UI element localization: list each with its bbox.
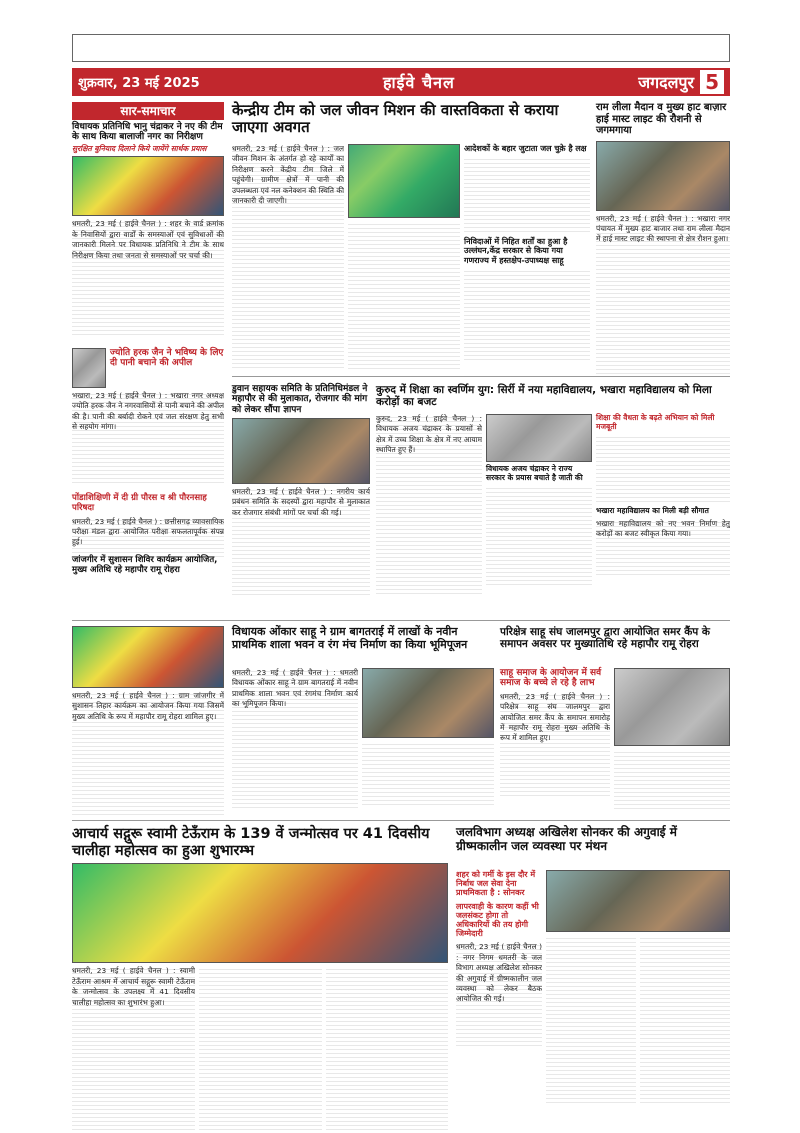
mid-body-5: भखारा महाविद्यालय को नए भवन निर्माण हेतु करोड़ों का बजट स्वीकृत किया गया। bbox=[596, 519, 730, 575]
sar-article-3 bbox=[72, 494, 224, 557]
mid-headline-1: डुवान सहायक समिति के प्रतिनिधिमंडल ने महापौर से की मुलाकात, रोजगार की मांग को लेकर सौंपा ज्ञापन bbox=[232, 384, 368, 415]
row3-body-4 bbox=[614, 749, 730, 811]
divider-3 bbox=[72, 820, 730, 821]
row3-body-1: धमतरी, 23 मई ( हाईवे चैनल ) : धमतरी विधायक ओंकार साहू ने ग्राम बागतराई में नवीन प्राथमिक शाला भवन एवं रंगमंच निर्माण कार्य का भूमिपूजन किया। bbox=[232, 668, 358, 808]
row3-article-2 bbox=[500, 626, 730, 650]
divider-1 bbox=[232, 376, 730, 377]
sar-photo-block bbox=[72, 626, 224, 815]
sar-portrait-2 bbox=[72, 348, 106, 388]
mid-article-1 bbox=[232, 384, 370, 597]
sar-photo-1 bbox=[72, 156, 224, 216]
sar-subhead-1: सुरक्षित बुनियाद दिलाने किये जायेंगे सार्थक प्रयास bbox=[72, 143, 207, 153]
row3-photo-2 bbox=[614, 668, 730, 746]
mid-subhead-3: भखारा महाविद्यालय का मिली बड़ी सौगात bbox=[596, 506, 709, 516]
right-body-1: धमतरी, 23 मई ( हाईवे चैनल ) : भखारा नगर पंचायत में मुख्य हाट बाजार तथा राम लीला मैदान में हाई मास्ट लाइट की स्थापना से क्षेत्र रौशन हुआ। bbox=[596, 214, 730, 376]
row3-headline-2: परिक्षेत्र साहू संघ जालमपुर द्वारा आयोजित समर कैंप के समापन अवसर पर मुख्यातिथि रहे महापौर रामू रोहरा bbox=[500, 626, 710, 651]
mid-body-1: धमतरी, 23 मई ( हाईवे चैनल ) : नगरीय कार्य प्रबंधन समिति के सदस्यों द्वारा महापौर से मुलाकात कर रोजगार संबंधी मांगों पर चर्चा की गई। bbox=[232, 487, 370, 597]
bottom-bullet-2: लापरवाही के कारण कहीं भी जलसंकट होगा तो अधिकारियों की तय होगी जिम्मेदारी bbox=[456, 901, 539, 939]
lead-col-2 bbox=[348, 144, 460, 371]
bottom-body-5 bbox=[546, 935, 636, 1105]
mid-photo-1 bbox=[232, 418, 370, 484]
divider-2 bbox=[72, 620, 730, 621]
mid-col-1 bbox=[376, 414, 482, 594]
section-tag-sar: सार-समाचार bbox=[72, 102, 224, 120]
row3-col-1 bbox=[232, 668, 358, 808]
bottom-body-1: धमतरी, 23 मई ( हाईवे चैनल ) : स्वामी टेऊँराम आश्रम में आचार्य सद्गुरू स्वामी टेऊँराम के जन्मोत्सव के उपलक्ष्य में 41 दिवसीय चालीहा महोत्सव का शुभारंभ हुआ। bbox=[72, 966, 195, 1133]
lead-headline: केन्द्रीय टीम को जल जीवन मिशन की वास्तविकता से कराया जाएगा अवगत bbox=[232, 101, 559, 137]
sar-body-4: धमतरी, 23 मई ( हाईवे चैनल ) : ग्राम जांजगीर में सुशासन तिहार कार्यक्रम का आयोजन किया गया जिसमें मुख्य अतिथि के रूप में महापौर रामू रोहरा शामिल हुए। bbox=[72, 691, 224, 815]
bottom-body-3 bbox=[326, 966, 448, 1133]
right-photo-1 bbox=[596, 141, 730, 211]
row3-headline-3: साहू समाज के आयोजन में सर्व समाज के बच्चे ले रहे है लाभ bbox=[500, 668, 602, 689]
lead-col-1 bbox=[232, 144, 344, 370]
sar-headline-3: पोंडाशिक्षिणी में दी ग्री पौरस व श्री पौरनसाह परिषदा bbox=[72, 493, 207, 513]
lead-col-3 bbox=[464, 144, 590, 360]
sar-photo-4 bbox=[72, 626, 224, 688]
bottom-headline-2: जलविभाग अध्यक्ष अखिलेश सोनकर की अगुवाई में ग्रीष्मकालीन जल व्यवस्था पर मंथन bbox=[456, 825, 677, 853]
row3-body-2 bbox=[362, 741, 494, 807]
sar-body-1: धमतरी, 23 मई ( हाईवे चैनल ) : शहर के वार्ड क्रमांक के निवासियों द्वारा वार्डों के समस्याओं एवं सुविधाओं की जानकारी मिलने पर विधायक प्रतिनिधि ने टीम के साथ निरीक्षण किया तथा जनता से समस्याओं पर चर्चा की। bbox=[72, 219, 224, 337]
lead-photo bbox=[348, 144, 460, 218]
mid-body-4 bbox=[596, 434, 730, 504]
bottom-body-2 bbox=[199, 966, 322, 1133]
mid-col-3 bbox=[596, 414, 730, 575]
row3-body-3: धमतरी, 23 मई ( हाईवे चैनल ) : परिक्षेत्र साहू संघ जालमपुर द्वारा आयोजित समर कैंप के समापन समारोह में महापौर रामू रोहरा मुख्य अतिथि के रूप में शामिल हुए। bbox=[500, 692, 610, 796]
masthead bbox=[72, 68, 730, 96]
page-number: 5 bbox=[700, 70, 724, 94]
mid-subhead-2: शिक्षा की वैधता के बढ़ते अभियान को मिली मजबूती bbox=[596, 413, 715, 431]
sar-headline-4: जांजगीर में सुशासन शिविर कार्यक्रम आयोजित, मुख्य अतिथि रहे महापौर रामू रोहरा bbox=[72, 555, 218, 575]
bottom-headline-1: आचार्य सद्गुरू स्वामी टेऊँराम के 139 वें जन्मोत्सव पर 41 दिवसीय चालीहा महोत्सव का हुआ शुभारम्भ bbox=[72, 826, 430, 859]
row3-photo-1 bbox=[362, 668, 494, 738]
sar-headline-2: ज्योति हरक जैन ने भविष्य के लिए दी पानी बचाने की अपील bbox=[110, 348, 224, 369]
mid-subhead-1: विधायक अजय चंद्राकर ने राज्य सरकार के प्रयास बचाते है जाती की bbox=[486, 464, 583, 482]
city-name: जगदलपुर bbox=[638, 73, 695, 92]
bottom-col-1 bbox=[456, 870, 542, 1046]
row3-col-4 bbox=[614, 668, 730, 811]
bottom-col-2 bbox=[546, 870, 730, 1105]
issue-date: शुक्रवार, 23 मई 2025 bbox=[78, 76, 200, 91]
mid-body-3 bbox=[486, 485, 592, 585]
bottom-article-1 bbox=[72, 826, 448, 1133]
sar-article-4 bbox=[72, 556, 224, 576]
right-headline-1: राम लीला मैदान व मुख्य हाट बाज़ार हाई मास्ट लाइट की रौशनी से जगमगाया bbox=[596, 102, 727, 136]
sar-headline-1: विधायक प्रतिनिधि भानु चंद्राकर ने नए की टीम के साथ किया बालाजी नगर का निरीक्षण bbox=[72, 122, 223, 143]
lead-body-3 bbox=[464, 156, 590, 234]
row3-headline-1: विधायक ओंकार साहू ने ग्राम बागतराई में लाखों के नवीन प्राथमिक शाला भवन व रंग मंच निर्माण का किया भूमिपूजन bbox=[232, 625, 468, 651]
lead-subhead-1: आदेशकों के बहार जुटाता जल चुक़े है लक्ष bbox=[464, 144, 587, 153]
top-ad-box bbox=[72, 34, 730, 62]
row3-col-3 bbox=[500, 668, 610, 796]
sar-article-1 bbox=[72, 122, 224, 337]
lead-body-2 bbox=[348, 221, 460, 371]
bottom-body-4: धमतरी, 23 मई ( हाईवे चैनल ) : नगर निगम धमतरी के जल विभाग अध्यक्ष अखिलेश सोनकर की अगुवाई में ग्रीष्मकालीन जल व्यवस्था को लेकर बैठक आयोजित की गई। bbox=[456, 942, 542, 1046]
row3-article-1 bbox=[232, 626, 494, 651]
mid-portrait-2 bbox=[486, 414, 592, 462]
bottom-body-6 bbox=[640, 935, 730, 1105]
lead-body: धमतरी, 23 मई ( हाईवे चैनल ) : जल जीवन मिशन के अंतर्गत हो रहे कार्यों का निरीक्षण करने केंद्रीय टीम जिले में पहुंचेगी। ग्रामीण क्षेत्रों में पानी की उपलब्धता एवं नल कनेक्शन की स्थिति की जानकारी दी जाएगी। bbox=[232, 144, 344, 370]
bottom-article-2 bbox=[456, 826, 730, 854]
lead-body-4 bbox=[464, 268, 590, 360]
bottom-photo-2 bbox=[546, 870, 730, 932]
sar-body-2: भखारा, 23 मई ( हाईवे चैनल ) : भखारा नगर अध्यक्ष ज्योति हरक जैन ने नगरवासियों से पानी बचाने की अपील की है। पानी की बर्बादी रोकने एवं जल संरक्षण हेतु सभी से सहयोग मांगा। bbox=[72, 391, 224, 483]
mid-col-2 bbox=[486, 414, 592, 585]
bottom-photo-1 bbox=[72, 863, 448, 963]
edition-city bbox=[638, 70, 724, 94]
sar-body-3: धमतरी, 23 मई ( हाईवे चैनल ) : छत्तीसगढ़ व्यावसायिक परीक्षा मंडल द्वारा आयोजित परीक्षा सफलतापूर्वक संपन्न हुई। bbox=[72, 517, 224, 557]
lead-subhead-2: निविदाओं में निहित शर्तों का हुआ है उल्लंघन,केंद्र सरकार से किया गया गणराज्य में हस्तक्षेप-उपाध्यक्ष साहू bbox=[464, 237, 568, 265]
bottom-bullet-1: शहर को गर्मी के इस दौर में निर्बाध जल सेवा देना प्राथमिकता है : सोनकर bbox=[456, 870, 536, 898]
row3-col-2 bbox=[362, 668, 494, 807]
right-article-1 bbox=[596, 102, 730, 376]
paper-name: हाईवे चैनल bbox=[383, 73, 455, 92]
mid-headline-2: कुरुद में शिक्षा का स्वर्णिम युग: सिर्री में नया महाविद्यालय, भखारा महाविद्यालय को मिला करोड़ों का बजट bbox=[376, 384, 712, 409]
mid-body-2: कुरुद, 23 मई ( हाईवे चैनल ) : विधायक अजय चंद्राकर के प्रयासों से क्षेत्र में उच्च शिक्षा के क्षेत्र में नए आयाम स्थापित हुए हैं। bbox=[376, 414, 482, 594]
mid-article-2 bbox=[376, 384, 730, 408]
lead-article bbox=[232, 102, 590, 137]
sar-article-2 bbox=[72, 348, 224, 483]
